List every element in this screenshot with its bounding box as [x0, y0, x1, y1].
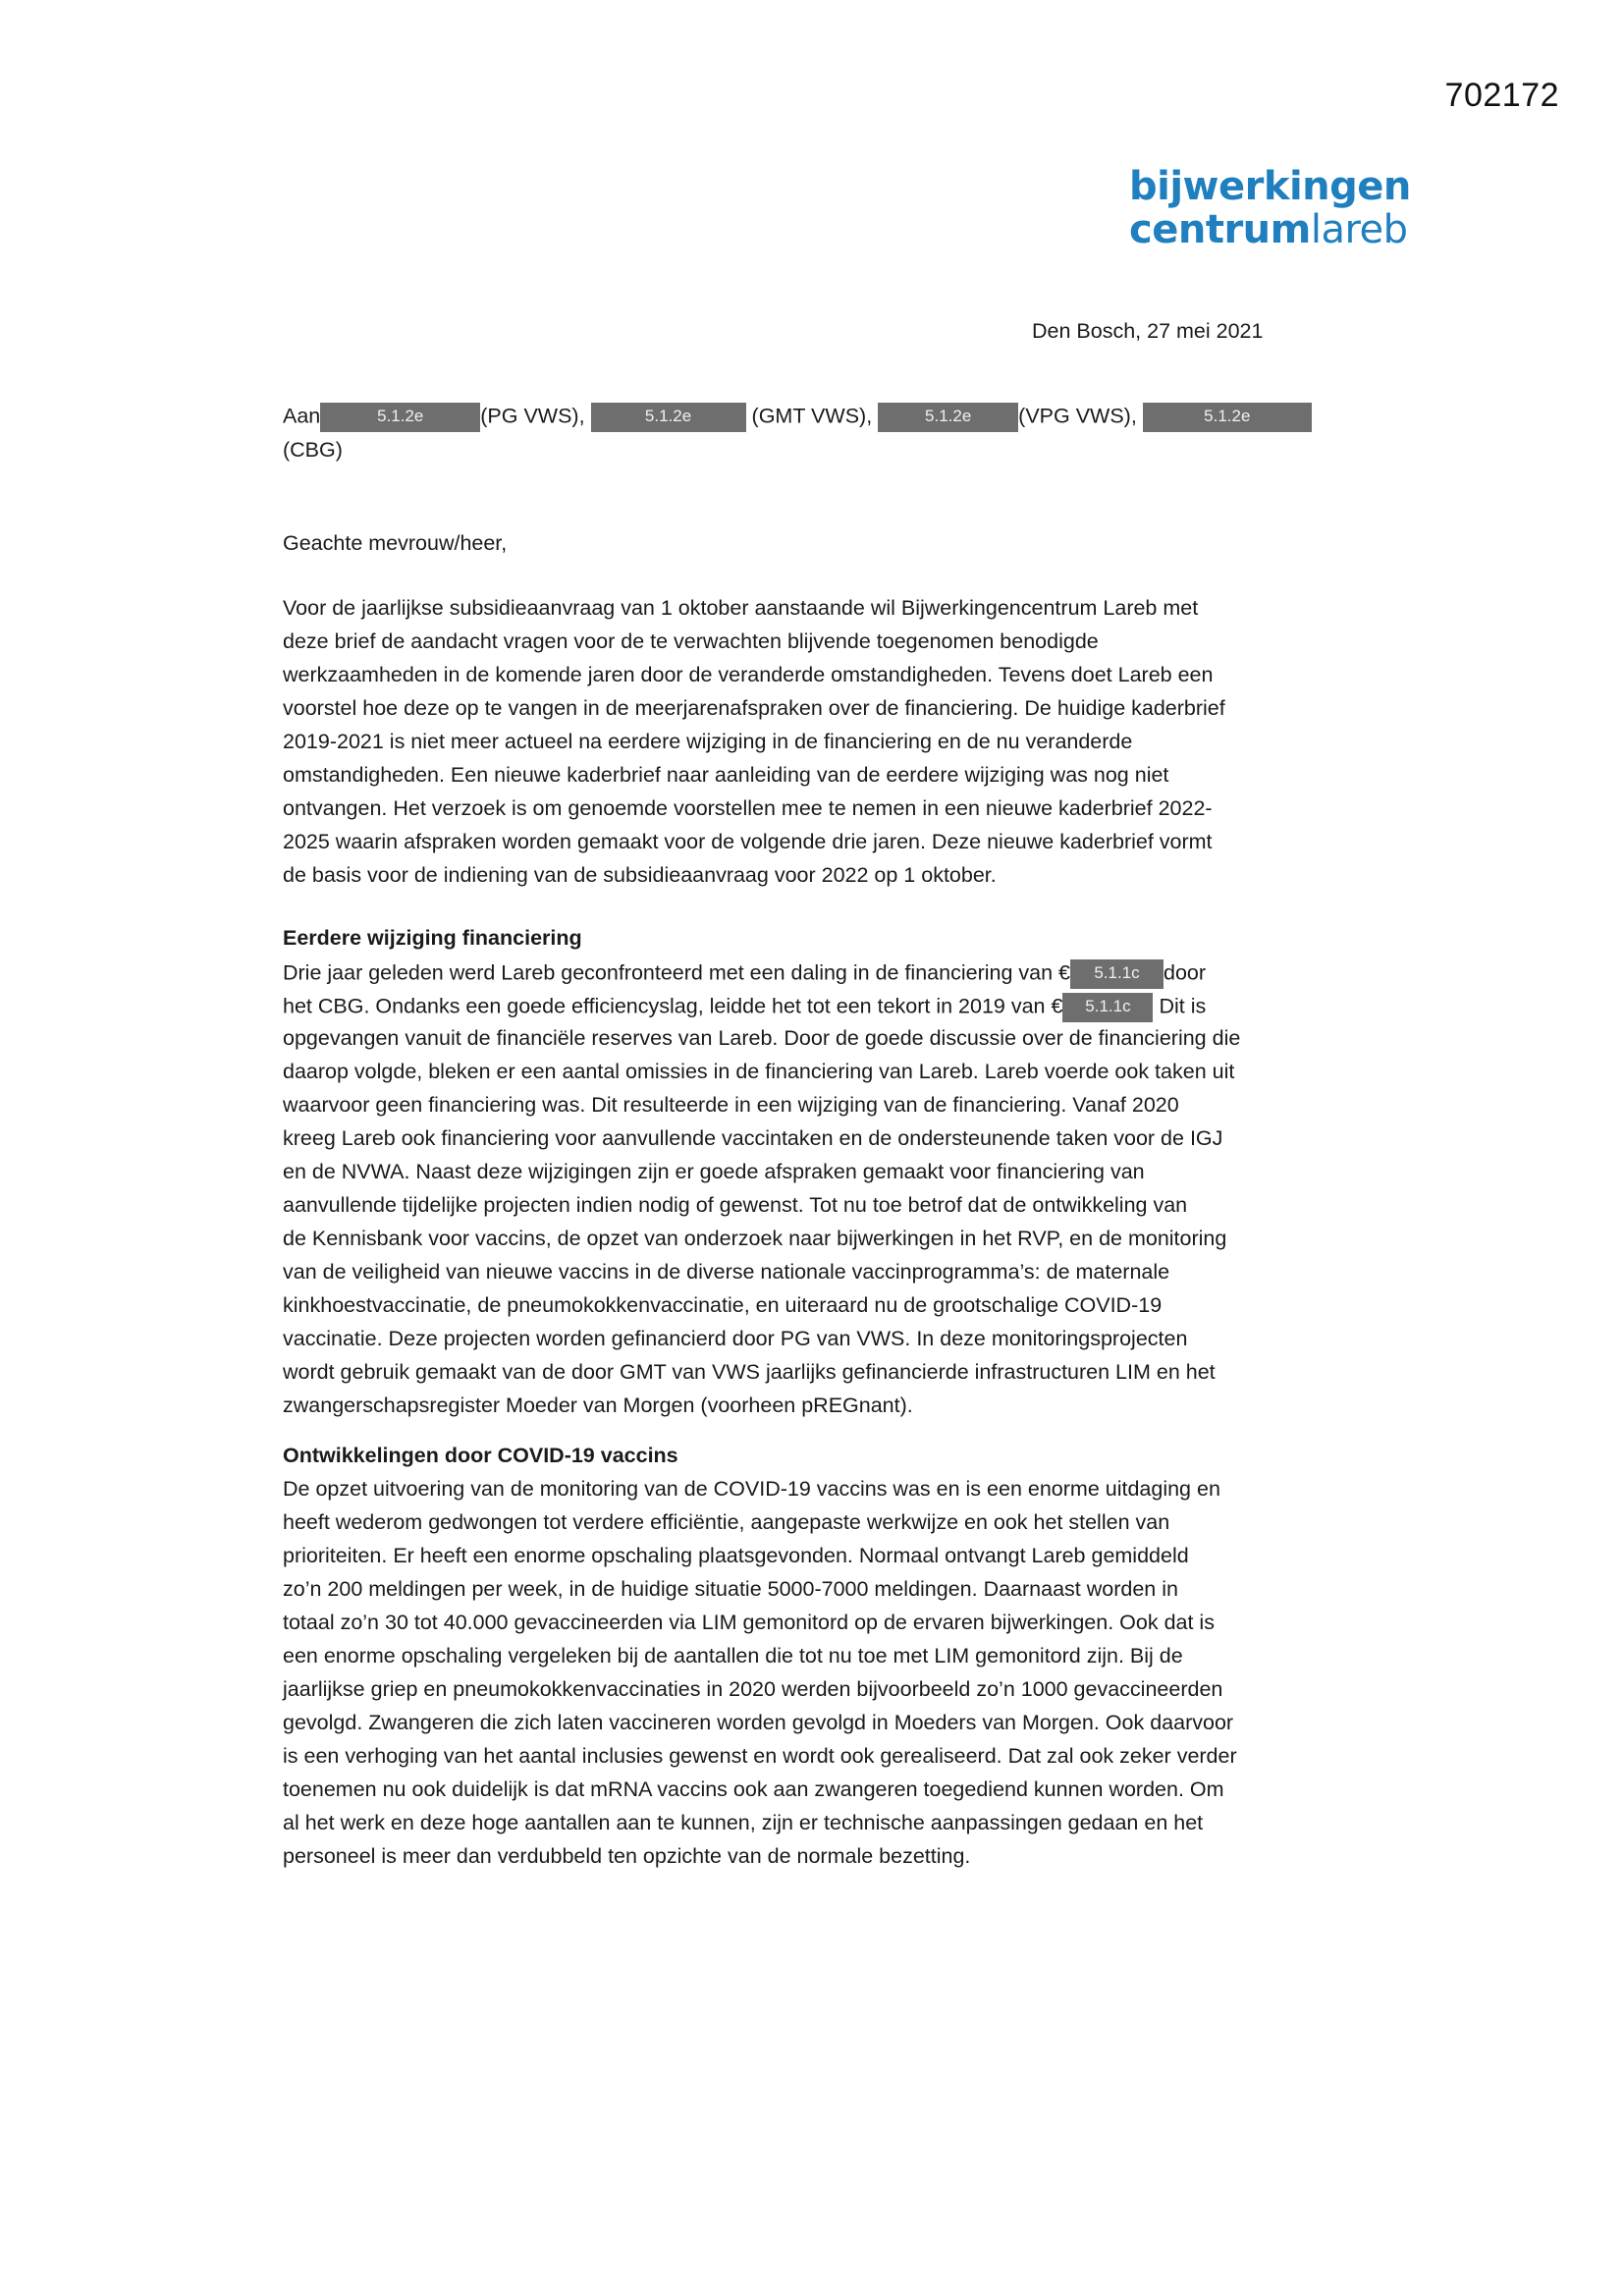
section-heading: Eerdere wijziging financiering [283, 926, 582, 950]
body-text: Dit is [1159, 994, 1207, 1018]
addressee-org: (VPG VWS), [1018, 404, 1137, 428]
body-line [283, 993, 1206, 1022]
body-line: zwangerschapsregister Moeder van Morgen (voorheen pREGnant). [283, 1394, 913, 1417]
body-line [283, 959, 1206, 989]
redaction-box: 5.1.2e [591, 403, 746, 432]
intro-line: werkzaamheden in de komende jaren door de veranderde omstandigheden. Tevens doet Lareb een [283, 663, 1214, 686]
body-line: jaarlijkse griep en pneumokokkenvaccinaties in 2020 werden bijvoorbeeld zo’n 1000 gevaccineerden [283, 1677, 1223, 1701]
lareb-logo [1129, 165, 1411, 251]
body-line: vaccinatie. Deze projecten worden gefinancierd door PG van VWS. In deze monitoringsprojecten [283, 1327, 1188, 1350]
intro-line: omstandigheden. Een nieuwe kaderbrief naar aanleiding van de eerdere wijziging was nog niet [283, 763, 1169, 787]
body-line: opgevangen vanuit de financiële reserves van Lareb. Door de goede discussie over de financiering die [283, 1026, 1241, 1050]
intro-line: deze brief de aandacht vragen voor de te verwachten blijvende toegenomen benodigde [283, 629, 1099, 653]
body-line: kinkhoestvaccinatie, de pneumokokkenvaccinatie, en uiteraard nu de grootschalige COVID-19 [283, 1293, 1163, 1317]
letter-date: Den Bosch, 27 mei 2021 [1032, 319, 1264, 343]
intro-line: 2025 waarin afspraken worden gemaakt voor de volgende drie jaren. Deze nieuwe kaderbrief vormt [283, 830, 1213, 853]
body-line: wordt gebruik gemaakt van de door GMT van VWS jaarlijks gefinancierde infrastructuren LIM en het [283, 1360, 1216, 1384]
body-line: kreeg Lareb ook financiering voor aanvullende vaccintaken en de ondersteunende taken voor de IGJ [283, 1126, 1223, 1150]
body-line: zo’n 200 meldingen per week, in de huidige situatie 5000-7000 meldingen. Daarnaast worden in [283, 1577, 1178, 1601]
body-line: De opzet uitvoering van de monitoring van de COVID-19 vaccins was en is een enorme uitdaging en [283, 1477, 1220, 1501]
body-text: het CBG. Ondanks een goede efficiencyslag, leidde het tot een tekort in 2019 van € [283, 994, 1063, 1018]
body-line: aanvullende tijdelijke projecten indien nodig of gewenst. Tot nu toe betrof dat de ontwikkeling van [283, 1193, 1188, 1217]
salutation: Geachte mevrouw/heer, [283, 531, 508, 555]
body-line: personeel is meer dan verdubbeld ten opzichte van de normale bezetting. [283, 1844, 971, 1868]
body-text: door [1164, 960, 1207, 985]
logo-centrum: centrum [1129, 207, 1311, 252]
intro-line: 2019-2021 is niet meer actueel na eerdere wijziging in de financiering en de nu veranderde [283, 730, 1133, 753]
logo-line-2 [1129, 208, 1411, 251]
body-text: Drie jaar geleden werd Lareb geconfronteerd met een daling in de financiering van € [283, 960, 1070, 985]
intro-line: voorstel hoe deze op te vangen in de meerjarenafspraken over de financiering. De huidige kaderbrief [283, 696, 1225, 720]
body-line: waarvoor geen financiering was. Dit resulteerde in een wijziging van de financiering. Vanaf 2020 [283, 1093, 1179, 1117]
redaction-box: 5.1.1c [1062, 993, 1153, 1022]
section-heading: Ontwikkelingen door COVID-19 vaccins [283, 1444, 678, 1467]
body-line: prioriteiten. Er heeft een enorme opschaling plaatsgevonden. Normaal ontvangt Lareb gemiddeld [283, 1544, 1189, 1567]
addressee-org: (PG VWS), [480, 404, 585, 428]
document-id: 702172 [1444, 77, 1559, 114]
redaction-box: 5.1.1c [1070, 959, 1164, 989]
addressee-prefix: Aan [283, 404, 321, 428]
addressee-org: (GMT VWS), [751, 404, 873, 428]
redaction-box: 5.1.2e [1143, 403, 1312, 432]
intro-line: de basis voor de indiening van de subsidieaanvraag voor 2022 op 1 oktober. [283, 863, 997, 887]
body-line: is een verhoging van het aantal inclusies gewenst en wordt ook gerealiseerd. Dat zal ook zeker verder [283, 1744, 1237, 1768]
body-line: de Kennisbank voor vaccins, de opzet van onderzoek naar bijwerkingen in het RVP, en de monitoring [283, 1227, 1227, 1250]
body-line: daarop volgde, bleken er een aantal omissies in de financiering van Lareb. Lareb voerde ook taken uit [283, 1060, 1235, 1083]
body-line: en de NVWA. Naast deze wijzigingen zijn er goede afspraken gemaakt voor financiering van [283, 1160, 1145, 1183]
body-line: van de veiligheid van nieuwe vaccins in de diverse nationale vaccinprogramma’s: de maternale [283, 1260, 1170, 1284]
logo-line-1: bijwerkingen [1129, 164, 1411, 209]
redaction-box: 5.1.2e [320, 403, 480, 432]
addressee-line-2: (CBG) [283, 438, 343, 462]
body-line: toenemen nu ook duidelijk is dat mRNA vaccins ook aan zwangeren toegediend kunnen worden. Om [283, 1777, 1224, 1801]
intro-line: Voor de jaarlijkse subsidieaanvraag van 1 oktober aanstaande wil Bijwerkingencentrum Lareb met [283, 596, 1199, 620]
addressee-line [283, 403, 1312, 432]
intro-line: ontvangen. Het verzoek is om genoemde voorstellen mee te nemen in een nieuwe kaderbrief 2022- [283, 796, 1213, 820]
body-line: al het werk en deze hoge aantallen aan te kunnen, zijn er technische aanpassingen gedaan en het [283, 1811, 1204, 1834]
logo-lareb: lareb [1310, 207, 1408, 252]
body-line: gevolgd. Zwangeren die zich laten vaccineren worden gevolgd in Moeders van Morgen. Ook daarvoor [283, 1711, 1234, 1734]
body-line: totaal zo’n 30 tot 40.000 gevaccineerden via LIM gemonitord op de ervaren bijwerkingen. Ook dat is [283, 1611, 1215, 1634]
body-line: een enorme opschaling vergeleken bij de aantallen die tot nu toe met LIM gemonitord zijn. Bij de [283, 1644, 1183, 1667]
redaction-box: 5.1.2e [878, 403, 1018, 432]
body-line: heeft wederom gedwongen tot verdere efficiëntie, aangepaste werkwijze en ook het stellen van [283, 1510, 1170, 1534]
